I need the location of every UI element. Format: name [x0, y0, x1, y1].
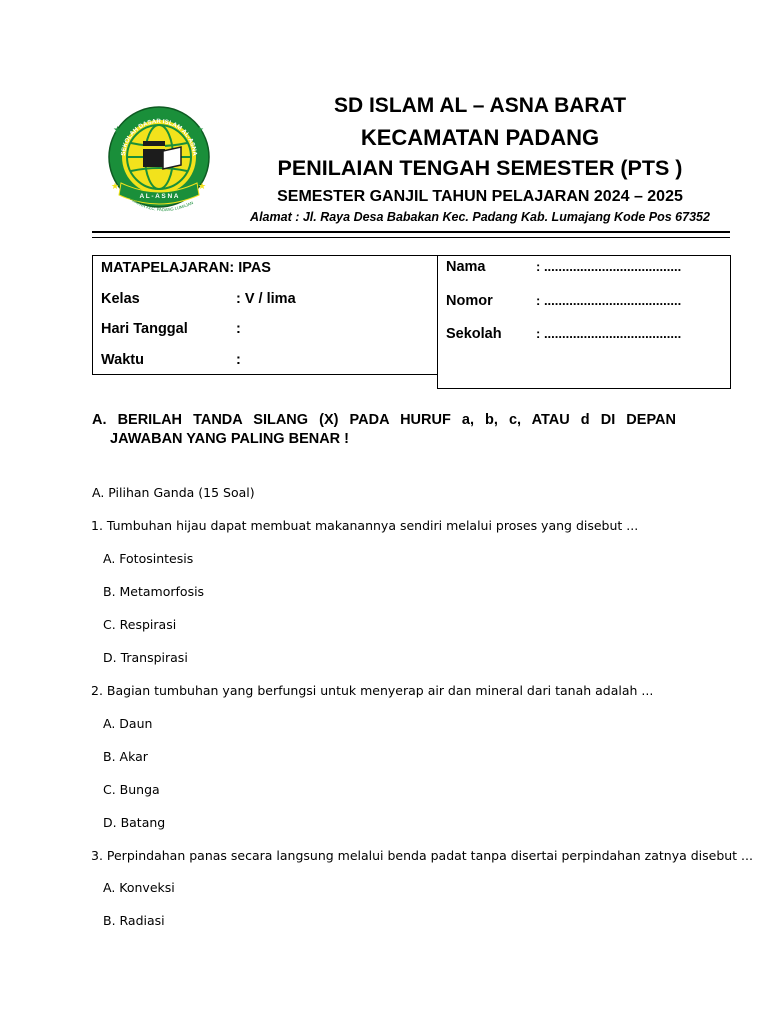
question-1-option-b: B. Metamorfosis — [103, 584, 205, 599]
svg-text:★: ★ — [198, 181, 207, 191]
school-logo — [105, 103, 213, 223]
question-2-option-d: D. Batang — [103, 815, 166, 830]
section-title: A. Pilihan Ganda (15 Soal) — [92, 485, 255, 500]
waktu-value: : — [236, 352, 241, 368]
question-1-option-c: C. Respirasi — [103, 617, 177, 632]
svg-text:BABAKAN KEC. PADANG LUMAJANG: ABAKAN KEC. PADANG LUMAJAN — [129, 196, 194, 213]
nomor-field: : ...................................... — [536, 293, 682, 308]
kelas-value: : V / lima — [236, 291, 296, 307]
subject-label: MATAPELAJARAN: IPAS — [101, 260, 271, 276]
district-name: KECAMATAN PADANG — [360, 125, 600, 150]
question-3-option-b: B. Radiasi — [103, 913, 165, 928]
waktu-label: Waktu — [101, 352, 144, 368]
question-2: 2. Bagian tumbuhan yang berfungsi untuk menyerap air dan mineral dari tanah adalah ... — [91, 683, 654, 698]
question-1: 1. Tumbuhan hijau dapat membuat makanannya sendiri melalui proses yang disebut ... — [91, 518, 639, 533]
nama-label: Nama — [446, 259, 486, 275]
header-rule-thin — [92, 237, 730, 238]
nomor-label: Nomor — [446, 293, 493, 309]
instruction-line-1: A. BERILAH TANDA SILANG (X) PADA HURUF a, b, c, ATAU d DI DEPAN — [92, 412, 676, 428]
address-line: Alamat : Jl. Raya Desa Babakan Kec. Padang Kab. Lumajang Kode Pos 67352 — [250, 210, 710, 224]
svg-text:★: ★ — [111, 181, 120, 191]
exam-title: PENILAIAN TENGAH SEMESTER (PTS ) — [277, 156, 683, 180]
hari-tanggal-label: Hari Tanggal — [101, 321, 188, 337]
question-2-option-a: A. Daun — [103, 716, 153, 731]
semester-line: SEMESTER GANJIL TAHUN PELAJARAN 2024 – 2025 — [277, 188, 683, 205]
svg-text:★: ★ — [113, 125, 122, 136]
svg-text:SEKOLAH DASAR ISLAM AL-ASNA: SEKOLAH DASAR ISLAM AL-ASNA — [119, 117, 199, 157]
sekolah-field: : ...................................... — [536, 326, 682, 341]
question-1-option-d: D. Transpirasi — [103, 650, 188, 665]
sekolah-label: Sekolah — [446, 326, 502, 342]
instruction-line-2: JAWABAN YANG PALING BENAR ! — [110, 431, 350, 447]
kelas-label: Kelas — [101, 291, 140, 307]
question-3: 3. Perpindahan panas secara langsung melalui benda padat tanpa disertai perpindahan zatnya disebut ... — [91, 848, 753, 863]
question-2-option-b: B. Akar — [103, 749, 148, 764]
question-2-option-c: C. Bunga — [103, 782, 160, 797]
header-rule-thick — [92, 231, 730, 233]
question-3-option-a: A. Konveksi — [103, 880, 175, 895]
hari-tanggal-value: : — [236, 321, 241, 337]
school-name: SD ISLAM AL – ASNA BARAT — [333, 94, 627, 117]
svg-text:★: ★ — [195, 125, 204, 136]
info-box-right — [437, 255, 731, 389]
question-1-option-a: A. Fotosintesis — [103, 551, 194, 566]
nama-field: : ...................................... — [536, 259, 682, 274]
svg-text:A L - A S N A: A L - A S N A — [139, 193, 179, 200]
logo-kaaba — [143, 141, 165, 167]
